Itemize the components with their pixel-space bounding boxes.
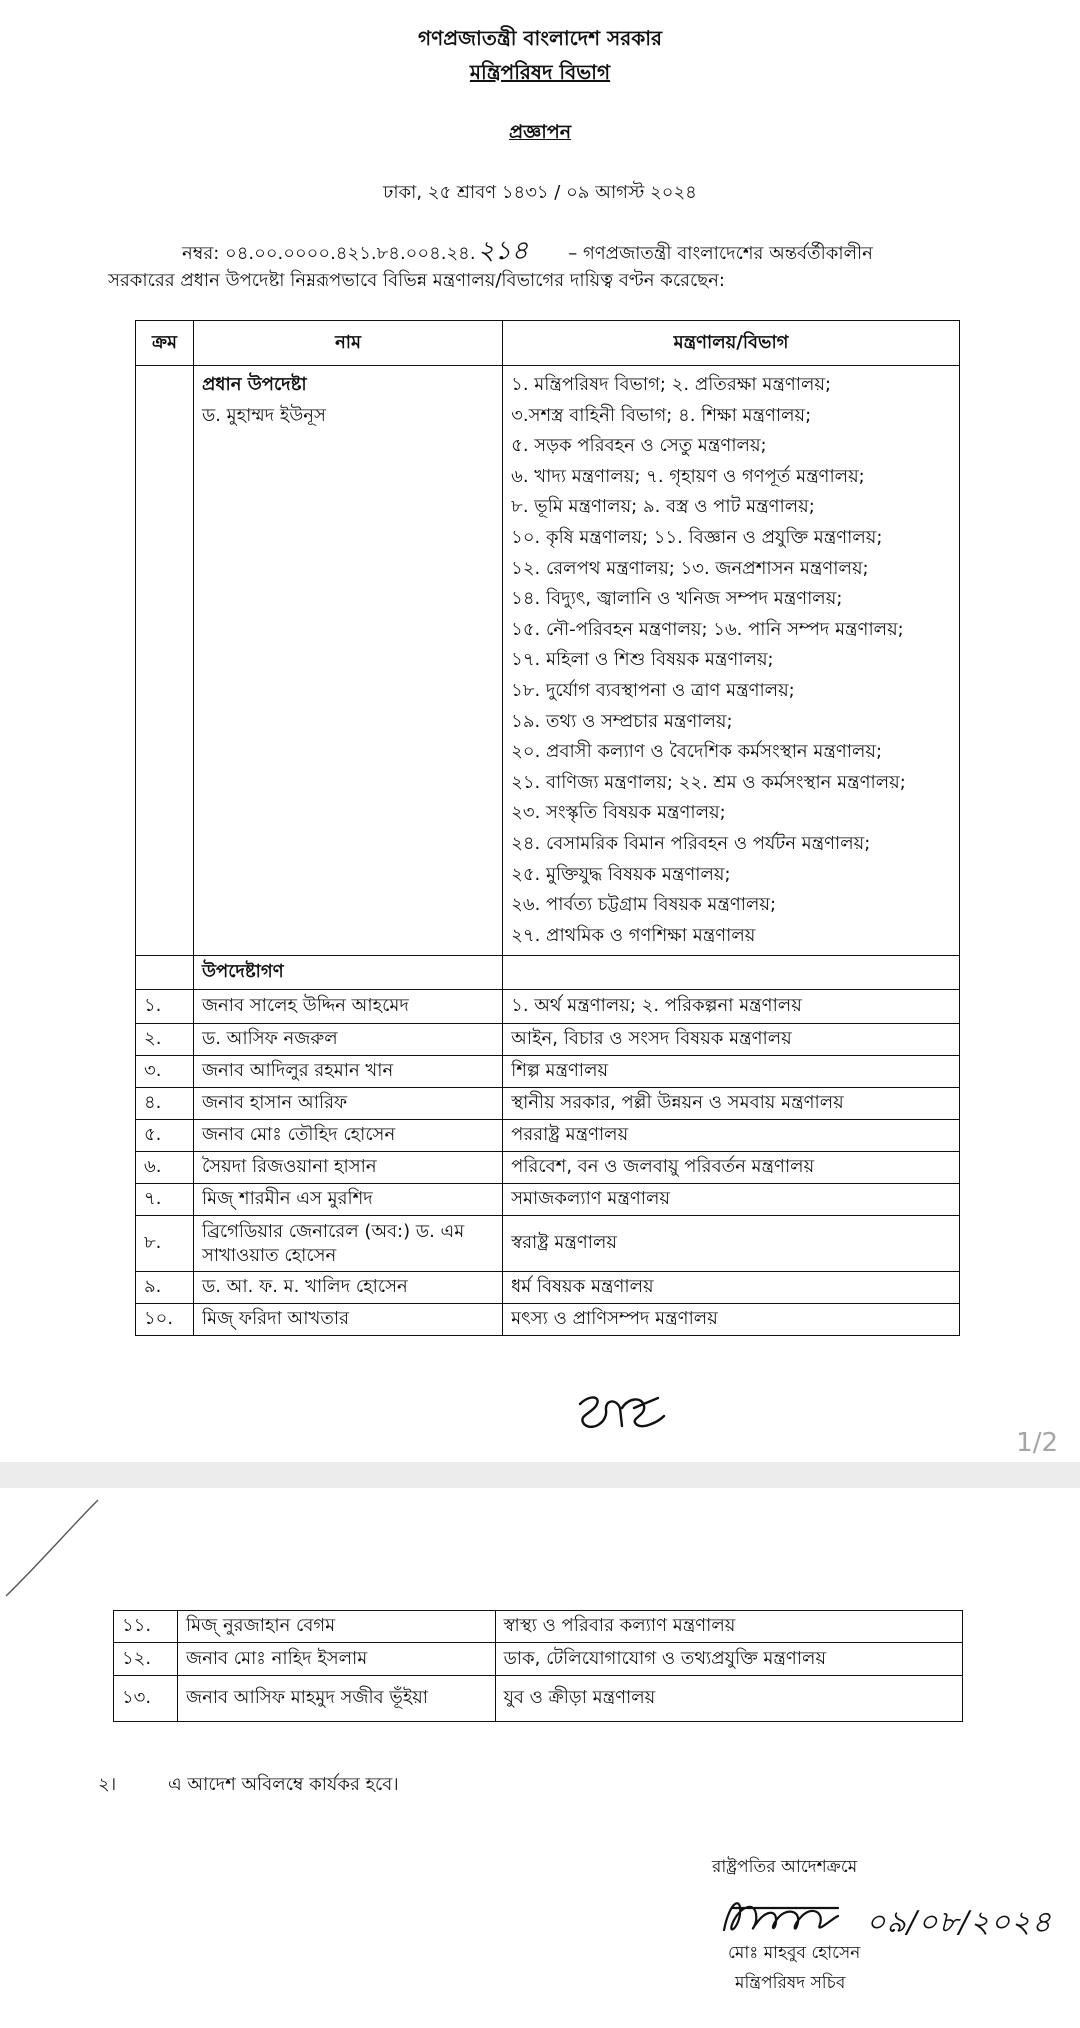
adviser-ministry: যুব ও ক্রীড়া মন্ত্রণালয় [495, 1676, 962, 1722]
adviser-ministry: স্থানীয় সরকার, পল্লী উন্নয়ন ও সমবায় মন্ত্রণালয় [503, 1088, 960, 1120]
row-serial: ৬. [136, 1152, 194, 1184]
row-serial: ৮. [136, 1216, 194, 1272]
adviser-name: জনাব সালেহ উদ্দিন আহমেদ [193, 990, 502, 1024]
row-serial: ১১. [114, 1611, 178, 1643]
ministry-item: ৬. খাদ্য মন্ত্রণালয়; ৭. গৃহায়ণ ও গণপূর্ত মন্ত্রণালয়; [511, 465, 865, 487]
chief-adviser-name: ড. মুহাম্মদ ইউনূস [201, 404, 326, 426]
ministry-item: ২০. প্রবাসী কল্যাণ ও বৈদেশিক কর্মসংস্থান মন্ত্রণালয়; [511, 741, 883, 763]
table-row [136, 1184, 960, 1216]
ministry-item: ৮. ভূমি মন্ত্রণালয়; ৯. বস্ত্র ও পাট মন্ত্রণালয়; [511, 496, 815, 518]
ministry-item: ২৭. প্রাথমিক ও গণশিক্ষা মন্ত্রণালয় [511, 924, 756, 946]
margin-pen-stroke [0, 1488, 110, 1608]
adviser-name: জনাব মোঃ তৌহিদ হোসেন [193, 1120, 502, 1152]
table-row [114, 1611, 963, 1643]
adviser-name: জনাব হাসান আরিফ [193, 1088, 502, 1120]
handwritten-signature [720, 1890, 870, 1946]
ministry-item: ২১. বাণিজ্য মন্ত্রণালয়; ২২. শ্রম ও কর্মসংস্থান মন্ত্রণালয়; [511, 771, 906, 793]
adviser-ministry: ধর্ম বিষয়ক মন্ত্রণালয় [503, 1272, 960, 1304]
allocation-table [135, 320, 960, 1336]
row-serial: ৭. [136, 1184, 194, 1216]
notice-date: ঢাকা, ২৫ শ্রাবণ ১৪৩১ / ০৯ আগস্ট ২০২৪ [383, 182, 697, 203]
ministry-item: ২৪. বেসামরিক বিমান পরিবহন ও পর্যটন মন্ত্রণালয়; [511, 832, 871, 854]
table-row [136, 1024, 960, 1056]
order-text: রাষ্ট্রপতির আদেশক্রমে [712, 1857, 858, 1877]
adviser-ministry: শিল্প মন্ত্রণালয় [503, 1056, 960, 1088]
row-serial: ৪. [136, 1088, 194, 1120]
handwritten-number: ২১৪ [477, 236, 529, 266]
notice-number: নম্বর: ০৪.০০.০০০০.৪২১.৮৪.০০৪.২৪. [182, 243, 476, 264]
adviser-ministry: স্বাস্থ্য ও পরিবার কল্যাণ মন্ত্রণালয় [495, 1611, 962, 1643]
table-row [136, 1272, 960, 1304]
document-page-2 [0, 1488, 1080, 2028]
adviser-name: মিজ্ নুরজাহান বেগম [177, 1611, 495, 1643]
adviser-ministry: স্বরাষ্ট্র মন্ত্রণালয় [503, 1216, 960, 1272]
signature-date: ০৯/০৮/২০২৪ [866, 1905, 1053, 1940]
ministry-item: ১৫. নৌ-পরিবহন মন্ত্রণালয়; ১৬. পানি সম্পদ মন্ত্রণালয়; [511, 618, 904, 640]
adviser-name: সৈয়দা রিজওয়ানা হাসান [193, 1152, 502, 1184]
table-row [136, 1120, 960, 1152]
division-heading: মন্ত্রিপরিষদ বিভাগ [469, 60, 611, 84]
government-heading: গণপ্রজাতন্ত্রী বাংলাদেশ সরকার [418, 26, 662, 50]
clause-2-text: এ আদেশ অবিলম্বে কার্যকর হবে। [168, 1774, 399, 1795]
allocation-table-continued [113, 1610, 963, 1722]
signer-title: মন্ত্রিপরিষদ সচিব [735, 1973, 846, 1993]
chief-adviser-ministries [503, 366, 960, 956]
table-row [136, 1304, 960, 1336]
clause-2-number: ২। [98, 1774, 117, 1795]
initials-signature [572, 1386, 672, 1440]
notice-line-1: – গণপ্রজাতন্ত্রী বাংলাদেশের অন্তর্বর্তীকালীন [568, 243, 873, 264]
ministry-item: ১০. কৃষি মন্ত্রণালয়; ১১. বিজ্ঞান ও প্রযুক্তি মন্ত্রণালয়; [511, 526, 883, 548]
table-row [136, 1216, 960, 1272]
notice-line-2: সরকারের প্রধান উপদেষ্টা নিম্নরূপভাবে বিভিন্ন মন্ত্রণালয়/বিভাগের দায়িত্ব বণ্টন করেছেন: [108, 270, 725, 291]
row-serial: ৯. [136, 1272, 194, 1304]
adviser-name: ড. আ. ফ. ম. খালিদ হোসেন [193, 1272, 502, 1304]
ministry-item: ২৬. পার্বত্য চট্টগ্রাম বিষয়ক মন্ত্রণালয়; [511, 894, 777, 916]
adviser-name: ড. আসিফ নজরুল [193, 1024, 502, 1056]
advisers-title-row [136, 956, 960, 990]
ministry-item: ৩.সশস্ত্র বাহিনী বিভাগ; ৪. শিক্ষা মন্ত্রণালয়; [511, 404, 812, 426]
table-row [136, 990, 960, 1024]
column-header-serial: ক্রম [136, 321, 194, 366]
table-row [136, 1088, 960, 1120]
table-row [114, 1676, 963, 1722]
adviser-name: জনাব মোঃ নাহিদ ইসলাম [177, 1643, 495, 1676]
ministry-item: ১২. রেলপথ মন্ত্রণালয়; ১৩. জনপ্রশাসন মন্ত্রণালয়; [511, 557, 869, 579]
ministry-item: ১৭. মহিলা ও শিশু বিষয়ক মন্ত্রণালয়; [511, 649, 774, 671]
ministry-item: ১. মন্ত্রিপরিষদ বিভাগ; ২. প্রতিরক্ষা মন্ত্রণালয়; [511, 374, 832, 395]
row-serial: ৩. [136, 1056, 194, 1088]
adviser-ministry: পররাষ্ট্র মন্ত্রণালয় [503, 1120, 960, 1152]
ministry-item: ৫. সড়ক পরিবহন ও সেতু মন্ত্রণালয়; [511, 435, 767, 457]
adviser-name: মিজ্ শারমীন এস মুরশিদ [193, 1184, 502, 1216]
row-serial: ৫. [136, 1120, 194, 1152]
adviser-ministry: মৎস্য ও প্রাণিসম্পদ মন্ত্রণালয় [503, 1304, 960, 1336]
chief-adviser-row [136, 366, 960, 956]
page-indicator: 1/2 [1016, 1428, 1058, 1458]
table-header-row [136, 321, 960, 366]
row-serial: ১৩. [114, 1676, 178, 1722]
row-serial: ১. [136, 990, 194, 1024]
adviser-name: জনাব আদিলুর রহমান খান [193, 1056, 502, 1088]
adviser-ministry: ১. অর্থ মন্ত্রণালয়; ২. পরিকল্পনা মন্ত্রণালয় [503, 990, 960, 1024]
row-serial: ১০. [136, 1304, 194, 1336]
table-row [136, 1152, 960, 1184]
signer-name: মোঃ মাহবুব হোসেন [728, 1943, 861, 1963]
adviser-ministry: সমাজকল্যাণ মন্ত্রণালয় [503, 1184, 960, 1216]
ministry-item: ১৯. তথ্য ও সম্প্রচার মন্ত্রণালয়; [511, 710, 733, 732]
adviser-name: ব্রিগেডিয়ার জেনারেল (অব:) ড. এম সাখাওয়াত হোসেন [193, 1216, 502, 1272]
column-header-ministry: মন্ত্রণালয়/বিভাগ [503, 321, 960, 366]
row-serial: ১২. [114, 1643, 178, 1676]
page-separator [0, 1462, 1080, 1488]
adviser-name: মিজ্ ফরিদা আখতার [193, 1304, 502, 1336]
ministry-item: ২৩. সংস্কৃতি বিষয়ক মন্ত্রণালয়; [511, 802, 726, 824]
table-row [114, 1643, 963, 1676]
ministry-item: ২৫. মুক্তিযুদ্ধ বিষয়ক মন্ত্রণালয়; [511, 863, 731, 885]
ministry-item: ১৪. বিদ্যুৎ, জ্বালানি ও খনিজ সম্পদ মন্ত্রণালয়; [511, 588, 843, 610]
adviser-ministry: পরিবেশ, বন ও জলবায়ু পরিবর্তন মন্ত্রণালয় [503, 1152, 960, 1184]
adviser-ministry: ডাক, টেলিযোগাযোগ ও তথ্যপ্রযুক্তি মন্ত্রণালয় [495, 1643, 962, 1676]
table-row [136, 1056, 960, 1088]
advisers-title: উপদেষ্টাগণ [193, 956, 502, 990]
adviser-name: জনাব আসিফ মাহমুদ সজীব ভূঁইয়া [177, 1676, 495, 1722]
column-header-name: নাম [193, 321, 502, 366]
chief-adviser-title: প্রধান উপদেষ্টা [201, 374, 307, 395]
ministry-item: ১৮. দুর্যোগ ব্যবস্থাপনা ও ত্রাণ মন্ত্রণালয়; [511, 679, 795, 701]
document-type: প্রজ্ঞাপন [508, 121, 572, 143]
adviser-ministry: আইন, বিচার ও সংসদ বিষয়ক মন্ত্রণালয় [503, 1024, 960, 1056]
row-serial: ২. [136, 1024, 194, 1056]
